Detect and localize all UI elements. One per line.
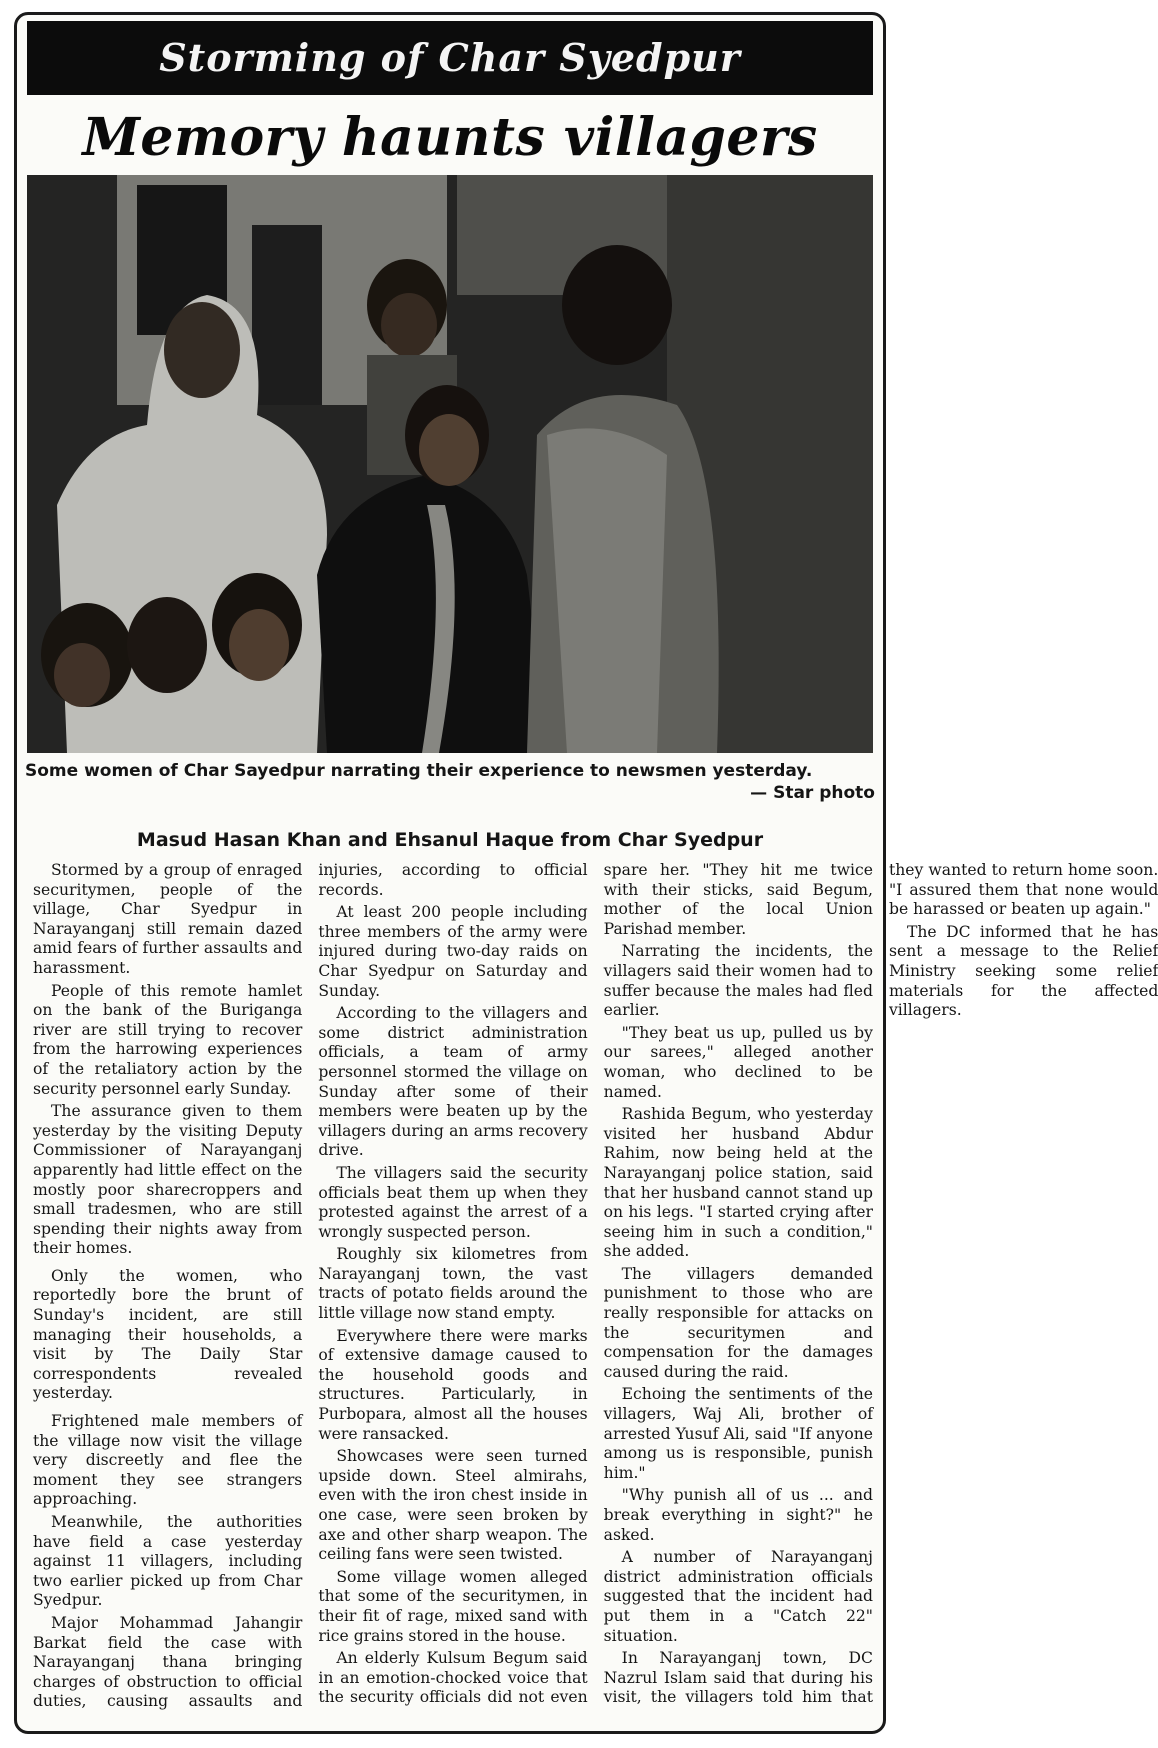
paragraph: Major Mohammad Jahangir Barkat field the case with Narayanganj thana bringing charges of obstruction to official duties, causing assaults and injuries, according to official records.: [33, 861, 588, 1711]
paragraph: An elderly Kulsum Begum said in an emotion-chocked voice that the security officials did not even spare her. "They hit me twice with their sticks, said Begum, mother of the local Union Parishad member.: [318, 861, 873, 1707]
article-body: [33, 861, 1158, 1727]
paragraph: Some village women alleged that some of the securitymen, in their fit of rage, mixed sand with rice grains stored in the house.: [318, 1567, 588, 1645]
paragraph: Only the women, who reportedly bore the brunt of Sunday's incident, are still managing their households, a visit by The Daily Star correspondents revealed yesterday.: [33, 1266, 303, 1403]
paragraph: "They beat us up, pulled us by our sarees," alleged another woman, who declined to be named.: [603, 1023, 873, 1101]
paragraph: According to the villagers and some district administration officials, a team of army personnel stormed the village on Sunday after some of their members were beaten up by the villagers during an arms recovery drive.: [318, 1004, 588, 1160]
photo-caption: Some women of Char Sayedpur narrating their experience to newsmen yesterday.: [25, 761, 813, 781]
paragraph: The villagers demanded punishment to those who are really responsible for attacks on the securitymen and compensation for the damages caused during the raid.: [603, 1264, 873, 1381]
paragraph: Everywhere there were marks of extensive damage caused to the household goods and structures. Particularly, in Purbopara, almost all the houses were ransacked.: [318, 1326, 588, 1443]
paragraph: The villagers said the security officials beat them up when they protested against the arrest of a wrongly suspected person.: [318, 1163, 588, 1241]
paragraph: A number of Narayanganj district administration officials suggested that the incident had put them in a "Catch 22" situation.: [603, 1548, 873, 1645]
paragraph: Meanwhile, the authorities have field a case yesterday against 11 villagers, including two earlier picked up from Char Syedpur.: [33, 1513, 303, 1610]
paragraph: Echoing the sentiments of the villagers, Waj Ali, brother of arrested Yusuf Ali, said "If anyone among us is responsible, punish him.": [603, 1385, 873, 1482]
kicker-banner: Storming of Char Syedpur: [27, 21, 873, 95]
paragraph: "Why punish all of us ... and break everything in sight?" he asked.: [603, 1486, 873, 1544]
paragraph: Frightened male members of the village now visit the village very discreetly and flee the moment they see strangers approaching.: [33, 1412, 303, 1509]
photo-illustration: [27, 175, 873, 753]
headline: Memory haunts villagers: [82, 107, 818, 168]
paragraph: Roughly six kilometres from Narayanganj town, the vast tracts of potato fields around the little village now stand empty.: [318, 1245, 588, 1323]
photo-credit: — Star photo: [750, 783, 875, 803]
paragraph: Narrating the incidents, the villagers said their women had to suffer because the males had fled earlier.: [603, 942, 873, 1020]
paragraph: At least 200 people including three members of the army were injured during two-day raids on Char Syedpur on Saturday and Sunday.: [318, 903, 588, 1000]
paragraph: Showcases were seen turned upside down. Steel almirahs, even with the iron chest inside in one case, were seen broken by axe and other sharp weapon. The ceiling fans were seen twisted.: [318, 1447, 588, 1564]
paragraph: People of this remote hamlet on the bank of the Buriganga river are still trying to recover from the harrowing experiences of the retaliatory action by the security personnel early Sunday.: [33, 981, 303, 1098]
paragraph: In Narayanganj town, DC Nazrul Islam said that during his visit, the villagers told him that they wanted to return home soon. "I assured them that none would be harassed or beaten up again.": [603, 861, 1158, 1707]
paragraph: The DC informed that he has sent a message to the Relief Ministry seeking some relief materials for the affected villagers.: [888, 922, 1158, 1020]
byline: Masud Hasan Khan and Ehsanul Haque from Char Syedpur: [136, 829, 764, 851]
paragraph: The assurance given to them yesterday by the visiting Deputy Commissioner of Narayanganj apparently had little effect on the mostly poor sharecroppers and small tradesmen, who are still spending their nights away from their homes.: [33, 1102, 303, 1258]
news-photo: [27, 175, 873, 753]
paragraph: Stormed by a group of enraged securitymen, people of the village, Char Syedpur in Narayanganj still remain dazed amid fears of further assaults and harassment.: [33, 861, 303, 977]
newspaper-clipping: [14, 12, 1158, 1734]
paragraph: Rashida Begum, who yesterday visited her husband Abdur Rahim, now being held at the Narayanganj police station, said that her husband cannot stand up on his legs. "I started crying after seeing him in such a condition," she added.: [603, 1105, 873, 1261]
